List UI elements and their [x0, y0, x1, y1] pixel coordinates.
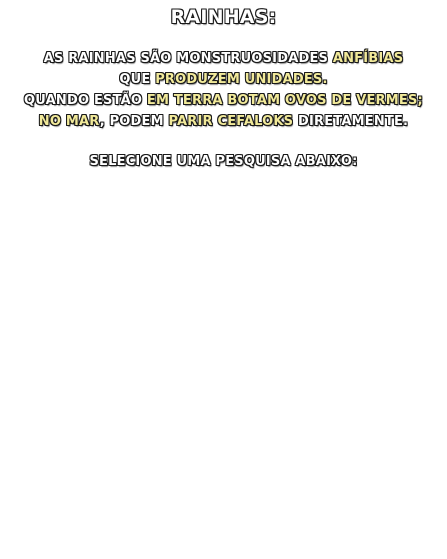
highlight-amphibious: ANFÍBIAS [332, 51, 404, 66]
description-text: , PODEM [99, 114, 169, 129]
description-text: QUANDO ESTÃO [24, 93, 147, 108]
queens-description [0, 48, 447, 132]
description-text: QUE [119, 72, 156, 87]
research-prompt: SELECIONE UMA PESQUISA ABAIXO: [89, 154, 358, 169]
highlight-produce-units: PRODUZEM UNIDADES. [155, 72, 328, 87]
research-options-area [0, 180, 447, 559]
description-line-2 [0, 69, 447, 90]
highlight-on-land-eggs: EM TERRA BOTAM OVOS DE VERMES; [146, 93, 423, 108]
description-text: AS RAINHAS SÃO MONSTRUOSIDADES [43, 51, 333, 66]
description-line-4 [0, 111, 447, 132]
description-line-1 [0, 48, 447, 69]
description-text: DIRETAMENTE. [293, 114, 409, 129]
description-line-3 [0, 90, 447, 111]
highlight-at-sea: NO MAR [38, 114, 100, 129]
highlight-birth-cephaloks: PARIR CEFALOKS [168, 114, 294, 129]
panel-title: RAINHAS: [170, 6, 277, 28]
